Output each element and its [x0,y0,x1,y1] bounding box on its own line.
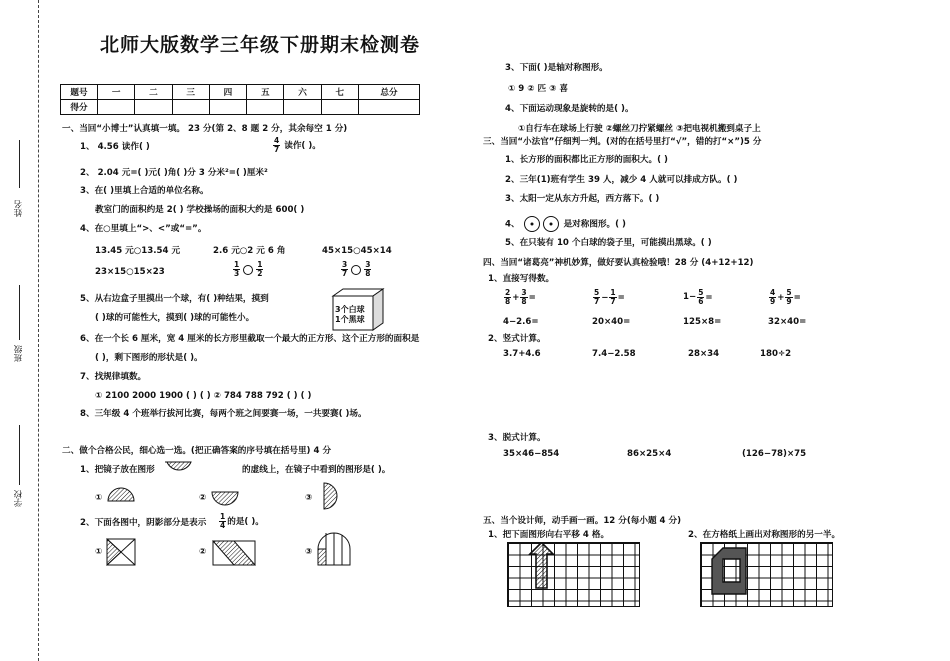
binding-line [38,0,40,661]
compare-e: $\frac{1}{3}$ $\frac{1}{2}$ [234,260,263,278]
question-7a: ① 2100 2000 1900 ( ) ( ) ② 784 788 792 ( ) ( ) [95,391,312,401]
compare-circle[interactable] [243,265,253,275]
score-table [60,84,420,115]
question-5a: 5、从右边盒子里摸出一个球，有( )种结果，摸到 [80,294,269,304]
half-shape [700,542,831,606]
option-1[interactable]: ① [95,547,103,557]
double-circle-icon [523,215,561,233]
score-input[interactable] [359,100,420,115]
stepwise-calc-item: 86×25×4 [627,449,672,459]
question-1b: $\frac{4}{7}$ 读作( )。 [274,136,321,154]
vertical-calc-item: 7.4−2.58 [592,349,636,359]
class-label: 班级 [14,345,24,362]
calc-item: 125×8= [683,317,722,327]
option-3[interactable]: ③ [305,547,313,557]
option-2[interactable]: ② [199,547,207,557]
score-cell: 一 [98,85,135,100]
section4-heading: 四、当回“诸葛亮”神机妙算，做好要认真检验哦！28 分 (4+12+12) [483,258,754,268]
vertical-calc-item: 28×34 [688,349,720,359]
judge-1: 1、长方形的面积都比正方形的面积大。( ) [505,155,668,165]
judge-2: 2、三年(1)班有学生 39 人，减少 4 人就可以排成方队。( ) [505,175,738,185]
half-circle-side-icon [322,481,340,511]
question-7: 7、找规律填数。 [80,372,147,382]
score-cell: 七 [321,85,358,100]
name-blank [19,140,20,188]
score-cell: 总分 [359,85,420,100]
stepwise-calc-item: 35×46−854 [503,449,560,459]
vertical-calc-item: 3.7+4.6 [503,349,541,359]
score-cell: 四 [209,85,246,100]
half-circle-down-icon [210,490,240,508]
draw-2: 2、在方格纸上画出对称图形的另一半。 [688,530,841,540]
page-title: 北师大版数学三年级下册期末检测卷 [100,34,421,56]
square-diagonals-figure [106,538,136,566]
section1-heading: 一、当回“小博士”认真填一填。 23 分(第 2、8 题 2 分，其余每空 1 分) [62,124,348,134]
score-header-row [61,85,420,100]
score-input[interactable] [172,100,209,115]
s2-question-2a: 2、下面各图中，阴影部分是表示 [80,518,207,528]
judge-5: 5、在只装有 10 个白球的袋子里，可能摸出黑球。( ) [505,238,712,248]
option-3[interactable]: ③ [305,493,313,503]
judge-4: 4、 是对称图形。( ) [505,215,626,233]
compare-circle[interactable] [351,265,361,275]
fraction: $\frac{4}{7}$ [274,136,280,154]
question-4: 4、在○里填上“>、<”或“=”。 [80,224,207,234]
calc-item: $\frac{5}{7}$ − $\frac{1}{7}$ = [594,288,625,306]
r-question-4-options: ①自行车在球场上行驶 ②螺丝刀拧紧螺丝 ③把电视机搬到桌子上 [518,124,761,134]
question-1: 1、 4.56 读作( ) [80,142,150,152]
score-input[interactable] [209,100,246,115]
score-input[interactable] [284,100,321,115]
calc-item: 1− $\frac{5}{6}$ = [683,288,713,306]
section5-heading: 五、当个设计师，动手画一画。12 分(每小题 4 分) [483,516,682,526]
score-cell: 三 [172,85,209,100]
question-3: 3、在( )里填上合适的单位名称。 [80,186,209,196]
score-cell: 二 [135,85,172,100]
calc-1-heading: 1、直接写得数。 [488,274,555,284]
score-cell: 题号 [61,85,98,100]
arrow-shape [507,542,638,606]
option-2[interactable]: ② [199,493,207,503]
calc-item: $\frac{2}{8}$ + $\frac{3}{8}$ = [505,288,536,306]
question-5b: ( )球的可能性大，摸到( )球的可能性小。 [95,313,255,323]
score-cell: 得分 [61,100,98,115]
question-2: 2、 2.04 元=( )元( )角( )分 3 分米²=( )厘米² [80,168,268,178]
arch-figure [316,531,352,567]
school-label: 学校 [14,490,24,507]
score-input[interactable] [98,100,135,115]
score-cell: 五 [247,85,284,100]
question-6b: ( )，剩下图形的形状是( )。 [95,353,203,363]
section2-heading: 二、做个合格公民，细心选一选。(把正确答案的序号填在括号里) 4 分 [62,446,332,456]
compare-d: 23×15○15×23 [95,267,165,277]
s2-question-1b: 的虚线上，在镜子中看到的图形是( )。 [242,465,391,475]
question-8: 8、三年级 4 个班举行拔河比赛，每两个班之间要赛一场，一共要赛( )场。 [80,409,367,419]
vertical-calc-item: 180÷2 [760,349,792,359]
s2-question-2b: $\frac{1}{4}$ 的是( )。 [220,512,264,530]
r-question-3-options: ① 9 ② 匹 ③ 喜 [508,84,568,94]
half-circle-up-icon [106,485,136,503]
question-6a: 6、在一个长 6 厘米，宽 4 厘米的长方形里截取一个最大的正方形、这个正方形的面积是 [80,334,420,344]
calc-item: 4−2.6= [503,317,539,327]
box-label: 3个白球 1个黑球 [335,305,365,324]
parallelogram-figure [212,540,256,566]
judge-3: 3、太阳一定从东方升起，西方落下。( ) [505,194,660,204]
score-cell: 六 [284,85,321,100]
calc-item: 32×40= [768,317,807,327]
draw-1: 1、把下面图形向右平移 4 格。 [488,530,610,540]
compare-b: 2.6 元○2 元 6 角 [213,246,286,256]
score-input[interactable] [247,100,284,115]
option-1[interactable]: ① [95,493,103,503]
calc-item: $\frac{4}{9}$ + $\frac{5}{9}$ = [770,288,801,306]
compare-a: 13.45 元○13.54 元 [95,246,181,256]
score-input[interactable] [321,100,358,115]
school-blank [19,425,20,485]
calc-2-heading: 2、竖式计算。 [488,334,546,344]
class-blank [19,285,20,340]
calc-item: 20×40= [592,317,631,327]
compare-c: 45×15○45×14 [322,246,392,256]
mirror-figure [165,460,193,480]
r-question-4: 4、下面运动现象是旋转的是( )。 [505,104,634,114]
r-question-3: 3、下面( )是轴对称图形。 [505,63,608,73]
calc-3-heading: 3、脱式计算。 [488,433,546,443]
compare-f: $\frac{3}{7}$ $\frac{3}{8}$ [342,260,371,278]
score-value-row [61,100,420,115]
stepwise-calc-item: (126−78)×75 [742,449,807,459]
name-label: 姓名 [14,200,24,217]
score-input[interactable] [135,100,172,115]
section3-heading: 三、当回“小法官”仔细判一判。(对的在括号里打“√”，错的打“×”)5 分 [483,137,762,147]
s2-question-1a: 1、把镜子放在图形 [80,465,155,475]
question-3a: 教室门的面积约是 2( ) 学校操场的面积大约是 600( ) [95,205,305,215]
